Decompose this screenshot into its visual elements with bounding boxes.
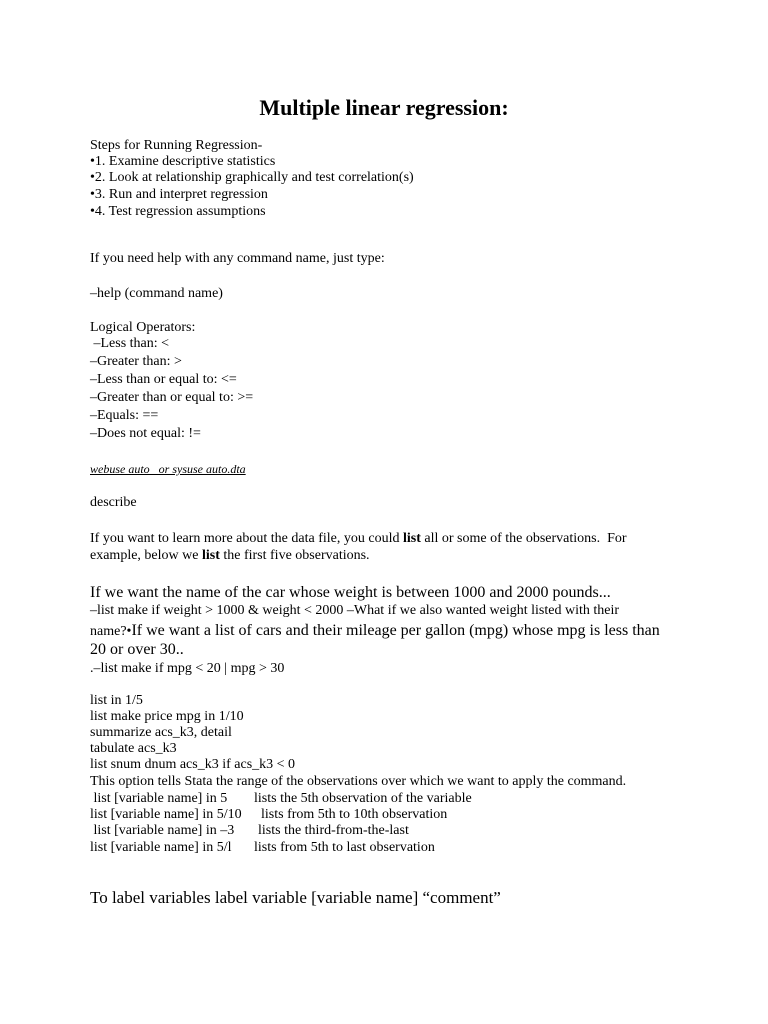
steps-item: •4. Test regression assumptions <box>90 204 266 219</box>
range-row-desc: lists from 5th to last observation <box>254 840 435 855</box>
range-option-description: This option tells Stata the range of the observations over which we want to apply the command. <box>90 774 627 789</box>
operator-item: –Greater than or equal to: >= <box>90 390 254 405</box>
operator-item: –Does not equal: != <box>90 426 201 441</box>
range-row-cmd: list [variable name] in 5 <box>90 791 228 806</box>
text-run: If you want to learn more about the data file, you could <box>90 531 403 546</box>
range-row-cmd: list [variable name] in 5/10 <box>90 807 242 822</box>
command-line: list in 1/5 <box>90 693 143 708</box>
help-command: –help (command name) <box>90 286 223 301</box>
command-line: list make price mpg in 1/10 <box>90 709 244 724</box>
steps-item: •2. Look at relationship graphically and test correlation(s) <box>90 170 414 185</box>
steps-item: •3. Run and interpret regression <box>90 187 268 202</box>
weight-command: –list make if weight > 1000 & weight < 2000 –What if we also wanted weight listed with their <box>90 603 620 618</box>
mpg-command: .–list make if mpg < 20 | mpg > 30 <box>90 661 285 676</box>
page-title: Multiple linear regression: <box>259 95 509 120</box>
range-row-desc: lists from 5th to 10th observation <box>261 807 448 822</box>
range-row-cmd: list [variable name] in 5/l <box>90 840 232 855</box>
operator-item: –Greater than: > <box>90 354 182 369</box>
label-instruction: To label variables label variable [variable name] “comment” <box>90 888 501 907</box>
webuse-link[interactable]: webuse auto or sysuse auto.dta <box>90 462 246 476</box>
steps-heading: Steps for Running Regression- <box>90 138 263 153</box>
keyword-list: list <box>201 548 220 563</box>
mpg-question-line-2: 20 or over 30.. <box>90 641 184 658</box>
text-run: example, below we <box>90 548 202 563</box>
mpg-question-text: If we want a list of cars and their mileage per gallon (mpg) whose mpg is less than <box>131 622 660 639</box>
operator-item: –Equals: == <box>90 408 159 423</box>
text-run: all or some of the observations. For <box>420 531 627 546</box>
range-row-cmd: list [variable name] in –3 <box>90 823 235 838</box>
command-line: summarize acs_k3, detail <box>90 725 232 740</box>
weight-question: If we want the name of the car whose weight is between 1000 and 2000 pounds... <box>90 584 611 601</box>
range-row-desc: lists the 5th observation of the variable <box>254 791 472 806</box>
range-row-desc: lists the third-from-the-last <box>258 823 409 838</box>
keyword-list: list <box>402 531 421 546</box>
command-line: tabulate acs_k3 <box>90 741 177 756</box>
operator-item: –Less than or equal to: <= <box>90 372 237 387</box>
text-run: the first five observations. <box>219 548 370 563</box>
help-intro: If you need help with any command name, just type: <box>90 251 385 266</box>
operator-item: –Less than: < <box>90 336 170 351</box>
mpg-question-line-1 <box>90 622 660 640</box>
operators-heading: Logical Operators: <box>90 320 196 335</box>
describe-command: describe <box>90 495 137 510</box>
list-paragraph-line-2 <box>90 548 370 564</box>
steps-item: •1. Examine descriptive statistics <box>90 154 276 169</box>
list-paragraph-line-1 <box>90 531 627 547</box>
text-run: name?• <box>90 624 132 639</box>
command-line: list snum dnum acs_k3 if acs_k3 < 0 <box>90 757 296 772</box>
